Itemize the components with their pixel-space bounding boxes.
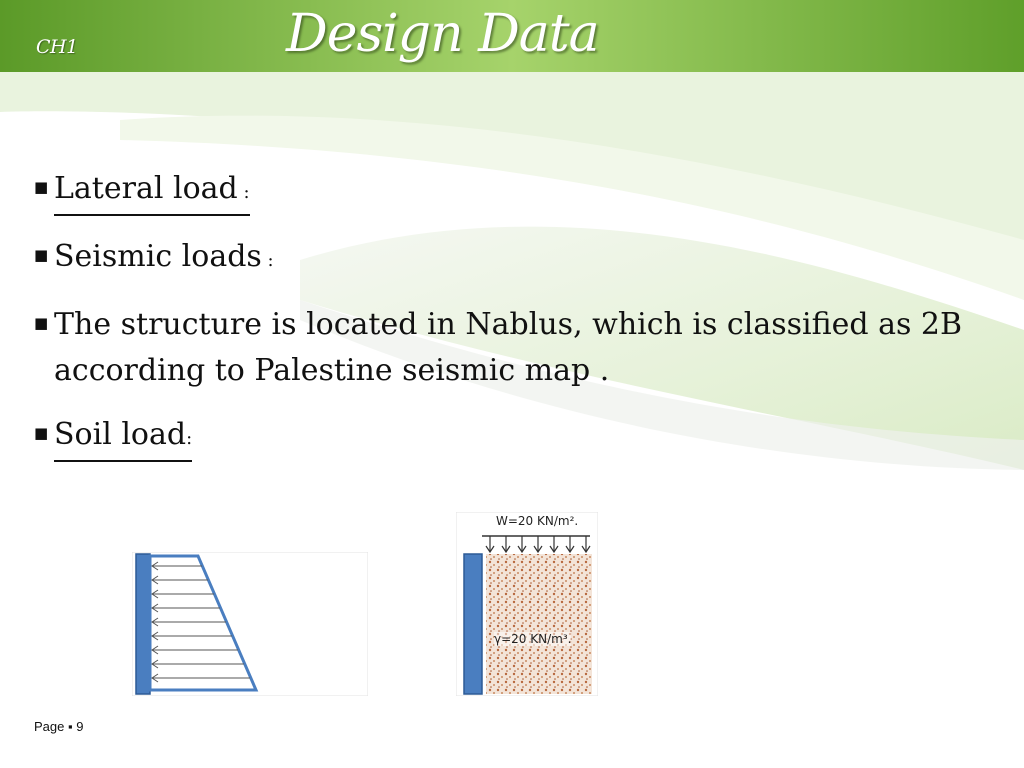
bullet-soil-load — [34, 412, 984, 462]
unit-weight-label: γ=20 KN/m³. — [494, 632, 572, 646]
earth-pressure-diagram — [132, 552, 368, 696]
page-number: 9 — [76, 719, 84, 734]
bullet-list — [34, 166, 984, 480]
page-footer — [34, 719, 83, 734]
bullet-label: Soil load: — [54, 417, 192, 462]
bullet-label: Lateral load : — [54, 171, 250, 216]
square-bullet-icon: ■ — [34, 246, 49, 264]
square-bullet-icon: ■ — [34, 424, 49, 442]
chapter-label: CH1 — [36, 36, 78, 58]
square-bullet-icon: ■ — [34, 178, 49, 196]
square-bullet-icon: ■ — [34, 314, 49, 332]
slide-header — [0, 0, 1024, 72]
footer-separator: ▪ — [68, 719, 73, 734]
slide-title: Design Data — [286, 4, 599, 64]
page-prefix: Page — [34, 719, 65, 734]
soil-surcharge-diagram — [456, 512, 598, 696]
surcharge-label: W=20 KN/m². — [496, 514, 579, 528]
bullet-text: The structure is located in Nablus, which is classified as 2B according to Palestine seismic map . — [54, 307, 963, 388]
bullet-seismic-loads: ■ Seismic loads : — [34, 234, 984, 284]
bullet-label: Seismic loads — [54, 239, 262, 274]
bullet-location — [34, 302, 984, 394]
bullet-lateral-load — [34, 166, 984, 216]
